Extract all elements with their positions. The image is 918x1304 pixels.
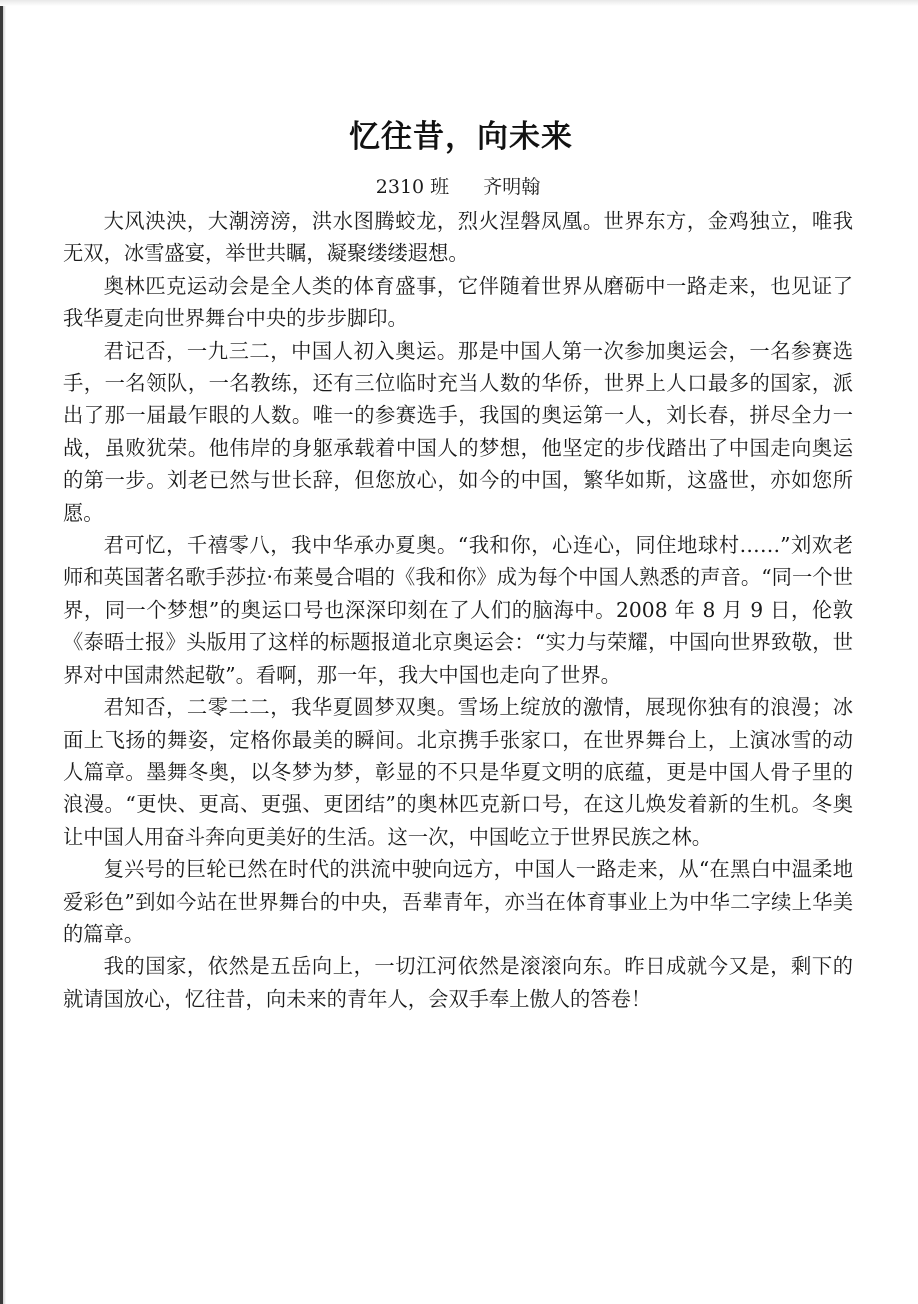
paragraph-1: 大风泱泱，大潮滂滂，洪水图腾蛟龙，烈火涅磐凤凰。世界东方，金鸡独立，唯我无双，冰雪盛宴，举世共瞩，凝聚缕缕遐想。 (63, 209, 853, 266)
byline (63, 173, 853, 201)
essay-page (63, 115, 853, 1015)
paragraph-6: 复兴号的巨轮已然在时代的洪流中驶向远方，中国人一路走来，从“在黑白中温柔地爱彩色”到如今站在世界舞台的中央，吾辈青年，亦当在体育事业上为中华二字续上华美的篇章。 (63, 857, 853, 946)
paragraph-2: 奥林匹克运动会是全人类的体育盛事，它伴随着世界从磨砺中一路走来，也见证了我华夏走向世界舞台中央的步步脚印。 (63, 273, 853, 331)
class-label: 2310 班 (375, 176, 450, 198)
essay-body (63, 205, 853, 1015)
paragraph-3: 君记否，一九三二，中国人初入奥运。那是中国人第一次参加奥运会，一名参赛选手，一名领队，一名教练，还有三位临时充当人数的华侨，世界上人口最多的国家，派出了那一届最乍眼的人数。唯一的参赛选手，我国的奥运第一人，刘长春，拼尽全力一战，虽败犹荣。他伟岸的身躯承载着中国人的梦想，他坚定的步伐踏出了中国走向奥运的第一步。刘老已然与世长辞，但您放心，如今的中国，繁华如斯，这盛世，亦如您所愿。 (63, 338, 853, 525)
paragraph-4: 君可忆，千禧零八，我中华承办夏奥。“我和你，心连心，同住地球村……”刘欢老师和英国著名歌手莎拉·布莱曼合唱的《我和你》成为每个中国人熟悉的声音。“同一个世界，同一个梦想”的奥运口号也深深印刻在了人们的脑海中。2008 年 8 月 9 日，伦敦《泰晤士报》头版用了这样的标题报道北京奥运会：“实力与荣耀，中国向世界致敬，世界对中国肃然起敬”。看啊，那一年，我大中国也走向了世界。 (63, 533, 853, 687)
author-name: 齐明翰 (483, 176, 541, 198)
paragraph-5: 君知否，二零二二，我华夏圆梦双奥。雪场上绽放的激情，展现你独有的浪漫；冰面上飞扬的舞姿，定格你最美的瞬间。北京携手张家口，在世界舞台上，上演冰雪的动人篇章。墨舞冬奥，以冬梦为梦，彰显的不只是华夏文明的底蕴，更是中国人骨子里的浪漫。“更快、更高、更强、更团结”的奥林匹克新口号，在这儿焕发着新的生机。冬奥让中国人用奋斗奔向更美好的生活。这一次，中国屹立于世界民族之林。 (63, 695, 853, 849)
essay-title: 忆往昔，向未来 (349, 119, 573, 155)
top-shadow (0, 0, 918, 6)
paragraph-7: 我的国家，依然是五岳向上，一切江河依然是滚滚向东。昨日成就今又是，剩下的就请国放心，忆往昔，向未来的青年人，会双手奉上傲人的答卷！ (63, 954, 853, 1011)
page-edge-shadow (3, 0, 6, 1304)
